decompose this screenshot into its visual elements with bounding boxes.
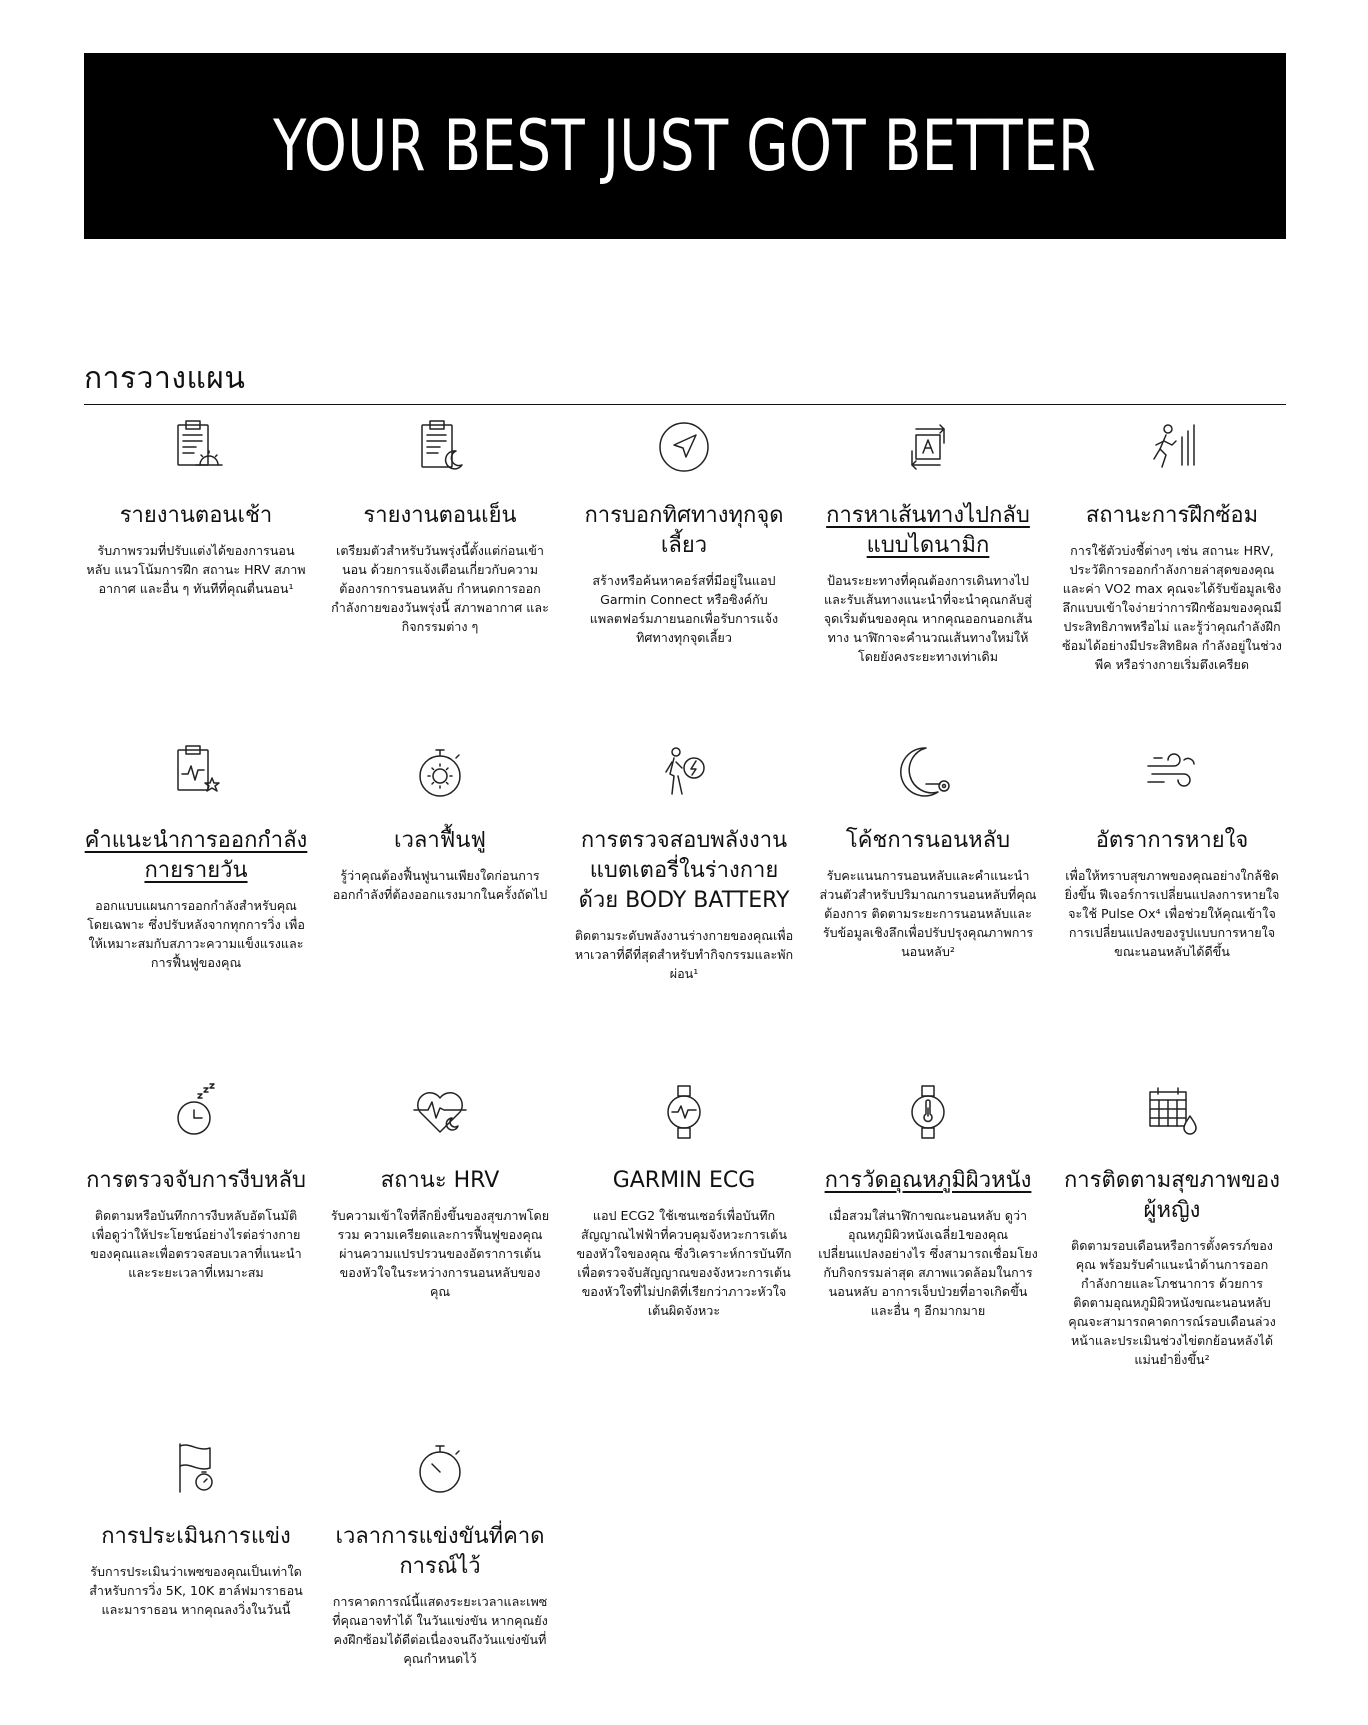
feature-title-link[interactable]: การหาเส้นทางไปกลับแบบไดนามิก <box>826 503 1030 558</box>
calendar-drop-icon <box>1140 1080 1204 1144</box>
navigation-arrow-icon <box>652 415 716 479</box>
clipboard-sunrise-icon <box>164 415 228 479</box>
clipboard-moon-icon <box>408 415 472 479</box>
hero-title: YOUR BEST JUST GOT BETTER <box>273 105 1097 187</box>
watch-ecg-icon <box>652 1080 716 1144</box>
feature-card-body-battery <box>572 740 796 1080</box>
feature-title: เวลาฟื้นฟู <box>394 828 486 853</box>
feature-title: การบอกทิศทางทุกจุดเลี้ยว <box>584 503 784 558</box>
feature-title: เวลาการแข่งขันที่คาดการณ์ไว้ <box>335 1524 545 1579</box>
feature-title: รายงานตอนเช้า <box>119 503 273 528</box>
feature-card-round-trip <box>816 415 1040 740</box>
feature-card-respiration <box>1060 740 1284 1080</box>
feature-description: รับคะแนนการนอนหลับและคำแนะนำส่วนตัวสำหรับปริมาณการนอนหลับที่คุณต้องการ ติดตามระยะการนอนหลับและรับข้อมูลเชิงลึกเพื่อปรับปรุงคุณภาพการนอนหลับ² <box>819 868 1037 959</box>
feature-description: รับความเข้าใจที่ลึกยิ่งขึ้นของสุขภาพโดยรวม ความเครียดและการฟื้นฟูของคุณผ่านความแปรปรวนของอัตราการเต้นของหัวใจในระหว่างการนอนหลับของคุณ <box>330 1208 550 1299</box>
feature-title: การประเมินการแข่ง <box>101 1524 291 1549</box>
feature-card-race-time-prediction <box>328 1436 552 1676</box>
moon-whistle-icon <box>896 740 960 804</box>
feature-description: การใช้ตัวบ่งชี้ต่างๆ เช่น สถานะ HRV, ประวัติการออกกำลังกายล่าสุดของคุณ และค่า VO2 max คุณจะได้รับข้อมูลเชิงลึกแบบเข้าใจง่ายว่าการฝึกซ้อมของคุณมีประสิทธิภาพหรือไม่ และรู้ว่าคุณกำลังฝึกซ้อมได้อย่างมีประสิทธิผล กำลังอยู่ในช่วงพีค หรือร่างกายเริ่มตึงเครียด <box>1062 543 1282 672</box>
clipboard-star-icon <box>164 740 228 804</box>
feature-description: ติดตามหรือบันทึกการงีบหลับอัตโนมัติ เพื่อดูว่าให้ประโยชน์อย่างไรต่อร่างกายของคุณและเพื่อตรวจสอบเวลาที่แนะนำและระยะเวลาที่เหมาะสม <box>90 1208 302 1280</box>
feature-title: สถานะการฝึกซ้อม <box>1085 503 1259 528</box>
feature-description: ออกแบบแผนการออกกำลังสำหรับคุณโดยเฉพาะ ซึ่งปรับหลังจากทุกการวิ่ง เพื่อให้เหมาะสมกับสภาวะความแข็งแรงและการฟื้นฟูของคุณ <box>87 898 305 970</box>
feature-title: รายงานตอนเย็น <box>363 503 517 528</box>
feature-card-race-predictor <box>84 1436 308 1676</box>
round-trip-route-icon <box>896 415 960 479</box>
stopwatch-icon <box>408 1436 472 1500</box>
feature-title: โค้ชการนอนหลับ <box>845 828 1011 853</box>
feature-title: อัตราการหายใจ <box>1095 828 1249 853</box>
hero-banner <box>84 53 1286 239</box>
feature-title: สถานะ HRV <box>380 1168 500 1193</box>
feature-card-training-status <box>1060 415 1284 740</box>
feature-description: การคาดการณ์นี้แสดงระยะเวลาและเพซที่คุณอาจทำได้ ในวันแข่งขัน หากคุณยังคงฝึกซ้อมได้ดีต่อเนื่องจนถึงวันแข่งขันที่คุณกำหนดไว้ <box>332 1594 548 1666</box>
section-title: การวางแผน <box>84 361 246 396</box>
section-header <box>84 355 1286 405</box>
feature-card-hrv-status <box>328 1080 552 1436</box>
feature-card-morning-report <box>84 415 308 740</box>
feature-description: ป้อนระยะทางที่คุณต้องการเดินทางไปและรับเส้นทางแนะนำที่จะนำคุณกลับสู่จุดเริ่มต้นของคุณ หากคุณออกนอกเส้นทาง นาฬิกาจะคำนวณเส้นทางใหม่ให้โดยยังคงระยะทางเท่าเดิม <box>823 573 1033 664</box>
feature-title: การตรวจจับการงีบหลับ <box>86 1168 306 1193</box>
heart-moon-icon <box>408 1080 472 1144</box>
feature-description: รับภาพรวมที่ปรับแต่งได้ของการนอนหลับ แนวโน้มการฝึก สถานะ HRV สภาพอากาศ และอื่น ๆ ทันทีที่คุณตื่นนอน¹ <box>86 543 306 596</box>
feature-card-skin-temperature <box>816 1080 1040 1436</box>
running-person-icon <box>1140 415 1204 479</box>
sleeping-clock-icon <box>164 1080 228 1144</box>
feature-description: สร้างหรือค้นหาคอร์สที่มีอยู่ในแอป Garmin Connect หรือซิงค์กับแพลตฟอร์มภายนอกเพื่อรับการแจ้งทิศทางทุกจุดเลี้ยว <box>589 573 779 645</box>
feature-description: รู้ว่าคุณต้องฟื้นฟูนานเพียงใดก่อนการออกกำลังที่ต้องออกแรงมากในครั้งถัดไป <box>332 868 548 902</box>
feature-card-turn-by-turn <box>572 415 796 740</box>
feature-description: ติดตามระดับพลังงานร่างกายของคุณเพื่อหาเวลาที่ดีที่สุดสำหรับทำกิจกรรมและพักผ่อน¹ <box>574 928 794 981</box>
feature-description: แอป ECG2 ใช้เซนเซอร์เพื่อบันทึกสัญญาณไฟฟ้าที่ควบคุมจังหวะการเต้นของหัวใจของคุณ ซึ่งวิเคราะห์การบันทึกเพื่อตรวจจับสัญญาณของจังหวะการเต้นของหัวใจที่ไม่ปกติที่เรียกว่าภาวะหัวใจเต้นผิดจังหวะ <box>576 1208 792 1318</box>
feature-title: GARMIN ECG <box>612 1168 756 1193</box>
feature-title-link[interactable]: คำแนะนำการออกกำลังกายรายวัน <box>84 828 308 883</box>
feature-card-daily-workout <box>84 740 308 1080</box>
flag-stopwatch-icon <box>164 1436 228 1500</box>
feature-card-garmin-ecg <box>572 1080 796 1436</box>
feature-title: การติดตามสุขภาพของผู้หญิง <box>1063 1168 1281 1223</box>
feature-title-link[interactable]: การวัดอุณหภูมิผิวหนัง <box>824 1168 1032 1193</box>
feature-description: รับการประเมินว่าเพซของคุณเป็นเท่าใดสำหรับการวิ่ง 5K, 10K ฮาล์ฟมาราธอนและมาราธอน หากคุณลงวิ่งในวันนี้ <box>89 1564 303 1617</box>
feature-title: การตรวจสอบพลังงานแบตเตอรี่ในร่างกายด้วย BODY BATTERY <box>578 828 790 913</box>
feature-card-womens-health <box>1060 1080 1284 1436</box>
feature-description: ติดตามรอบเดือนหรือการตั้งครรภ์ของคุณ พร้อมรับคำแนะนำด้านการออกกำลังกายและโภชนาการ ด้วยการติดตามอุณหภูมิผิวหนังขณะนอนหลับ คุณจะสามารถคาดการณ์รอบเดือนล่วงหน้าและประเมินช่วงไข่ตกย้อนหลังได้แม่นยำยิ่งขึ้น² <box>1068 1238 1276 1367</box>
feature-card-evening-report <box>328 415 552 740</box>
feature-description: เมื่อสวมใส่นาฬิกาขณะนอนหลับ ดูว่าอุณหภูมิผิวหนังเฉลี่ย1ของคุณเปลี่ยนแปลงอย่างไร ซึ่งสามารถเชื่อมโยงกับกิจกรรมล่าสุด สภาพแวดล้อมในการนอนหลับ อาการเจ็บป่วยที่อาจเกิดขึ้น และอื่น ๆ อีกมากมาย <box>818 1208 1038 1318</box>
person-energy-icon <box>652 740 716 804</box>
feature-card-sleep-coach <box>816 740 1040 1080</box>
wind-breath-icon <box>1140 740 1204 804</box>
stopwatch-sun-icon <box>408 740 472 804</box>
watch-thermometer-icon <box>896 1080 960 1144</box>
feature-description: เตรียมตัวสำหรับวันพรุ่งนี้ตั้งแต่ก่อนเข้านอน ด้วยการแจ้งเตือนเกี่ยวกับความต้องการการนอนหลับ กำหนดการออกกำลังกายของวันพรุ่งนี้ สภาพอากาศ และกิจกรรมต่าง ๆ <box>331 543 549 634</box>
feature-grid <box>84 415 1286 1676</box>
feature-card-nap-detection <box>84 1080 308 1436</box>
feature-description: เพื่อให้ทราบสุขภาพของคุณอย่างใกล้ชิดยิ่งขึ้น ฟีเจอร์การเปลี่ยนแปลงการหายใจจะใช้ Pulse Ox⁴ เพื่อช่วยให้คุณเข้าใจการเปลี่ยนแปลงของรูปแบบการหายใจขณะนอนหลับได้ดีขึ้น <box>1064 868 1280 959</box>
feature-card-recovery-time <box>328 740 552 1080</box>
